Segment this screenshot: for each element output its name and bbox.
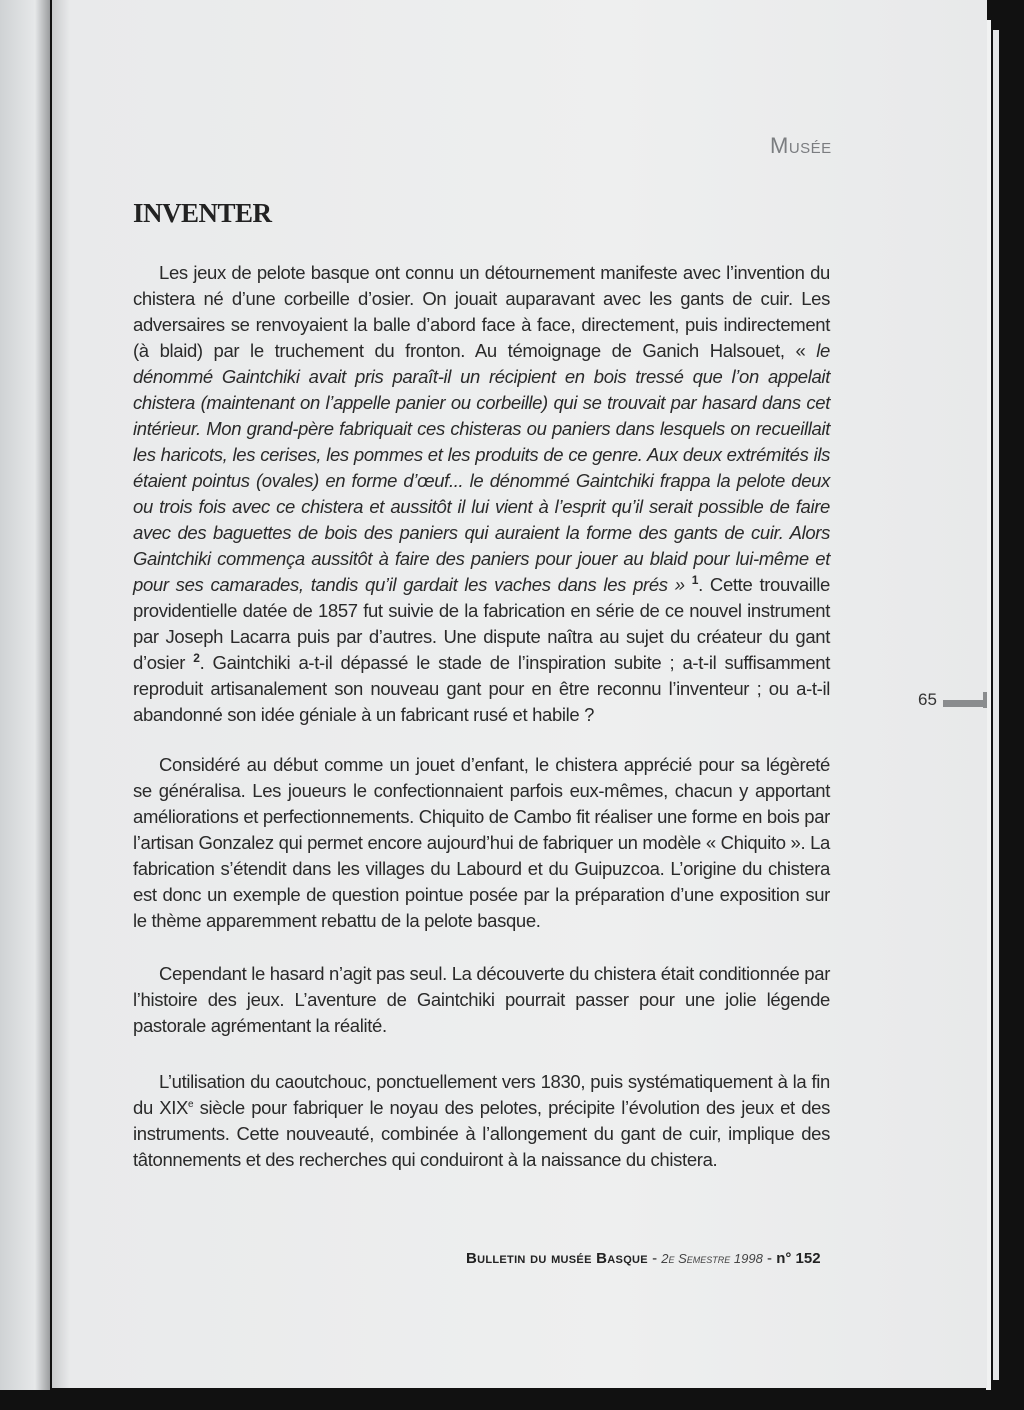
footer xyxy=(466,1250,821,1267)
page-edge xyxy=(993,30,999,1380)
superscript: 1 xyxy=(691,572,699,587)
paragraph xyxy=(133,1069,830,1173)
page-tab-marker xyxy=(943,700,985,707)
text-segment: Cependant le hasard n’agit pas seul. La découverte du chistera était conditionnée par l’histoire des jeux. L’aventure de Gaintchiki pourrait passer pour une jolie légende pastorale agrémentant la réalité. xyxy=(133,963,830,1036)
page-tab-marker xyxy=(983,692,987,708)
running-head: Musée xyxy=(770,133,832,158)
superscript: e xyxy=(188,1098,194,1110)
text-segment: le dénommé Gaintchiki avait pris paraît-il un récipient en bois tressé que l’on appelait chistera (maintenant on l’appelle panier ou corbeille) qui se trouvait par hasard dans cet intérieur. Mon grand-père fabriquait ces chisteras ou paniers dans lesquels on recueillait les haricots, les cerises, les pommes et les produits de ce genre. Aux deux extrémités ils étaient pointus (ovales) en forme d’œuf... le dénommé Gaintchiki frappa la pelote deux ou trois fois avec ce chistera et aussitôt il lui vient à l’esprit qu’il serait possible de faire avec des baguettes de bois des paniers qui auraient la forme des gants de cuir. Alors Gaintchiki commença aussitôt à faire des paniers pour jouer au blaid pour lui-même et pour ses camarades, tandis qu’il gardait les vaches dans les prés xyxy=(133,340,830,595)
text-segment: . Cette trouvaille providentielle datée de 1857 fut suivie de la fabrication en série de ce nouvel instrument par Joseph Lacarra puis par d’autres. Une dispute naîtra au sujet du créateur du gant d’osier xyxy=(133,574,830,673)
section-title: INVENTER xyxy=(133,198,272,228)
publication-name: Bulletin du musée Basque xyxy=(466,1250,648,1267)
page-number: 65 xyxy=(918,690,937,709)
footer-semester: 2e Semestre 1998 xyxy=(661,1251,763,1266)
text-segment: » xyxy=(667,574,692,595)
text-segment: L’utilisation du caoutchouc, ponctuellement vers 1830, puis systématiquement à la fin du XIX xyxy=(133,1071,830,1118)
text-segment: . Gaintchiki a-t-il dépassé le stade de l’inspiration subite ; a-t-il suffisamment reproduit artisanalement son nouveau gant pour en être reconnu l’inventeur ; ou a-t-il abandonné son idée géniale à un fabricant rusé et habile ? xyxy=(133,652,830,725)
paragraph xyxy=(133,752,830,934)
text-segment: Les jeux de pelote basque ont connu un détournement manifeste avec l’invention du chistera né d’une corbeille d’osier. On jouait auparavant avec les gants de cuir. Les adversaires se renvoyaient la balle d’abord face à face, directement, puis indirectement (à blaid) par le truchement du fronton. Au témoignage de Ganich Halsouet, « xyxy=(133,262,830,361)
superscript: 2 xyxy=(193,650,200,665)
paragraph xyxy=(133,260,830,728)
footer-separator: - xyxy=(762,1250,777,1267)
paragraph xyxy=(133,961,830,1039)
footer-separator: - xyxy=(647,1250,662,1267)
text-segment: Considéré au début comme un jouet d’enfant, le chistera apprécié pour sa légèreté se généralisa. Les joueurs le confectionnaient parfois eux-mêmes, chacun y apportant améliorations et perfectionnements. Chiquito de Cambo fit réaliser une forme en bois par l’artisan Gonzalez qui permet encore aujourd’hui de fabriquer un modèle « Chiquito ». La fabrication s’étendit dans les villages du Labourd et du Guipuzcoa. L’origine du chistera est donc un exemple de question pointue posée par la préparation d’une exposition sur le thème apparemment rebattu de la pelote basque. xyxy=(133,754,830,931)
issue-number: n° 152 xyxy=(776,1250,821,1267)
facing-page-edge xyxy=(0,0,50,1390)
text-segment: siècle pour fabriquer le noyau des pelotes, précipite l’évolution des jeux et des instruments. Cette nouveauté, combinée à l’allongement du gant de cuir, implique des tâtonnements et des recherches qui conduiront à la naissance du chistera. xyxy=(133,1097,831,1170)
